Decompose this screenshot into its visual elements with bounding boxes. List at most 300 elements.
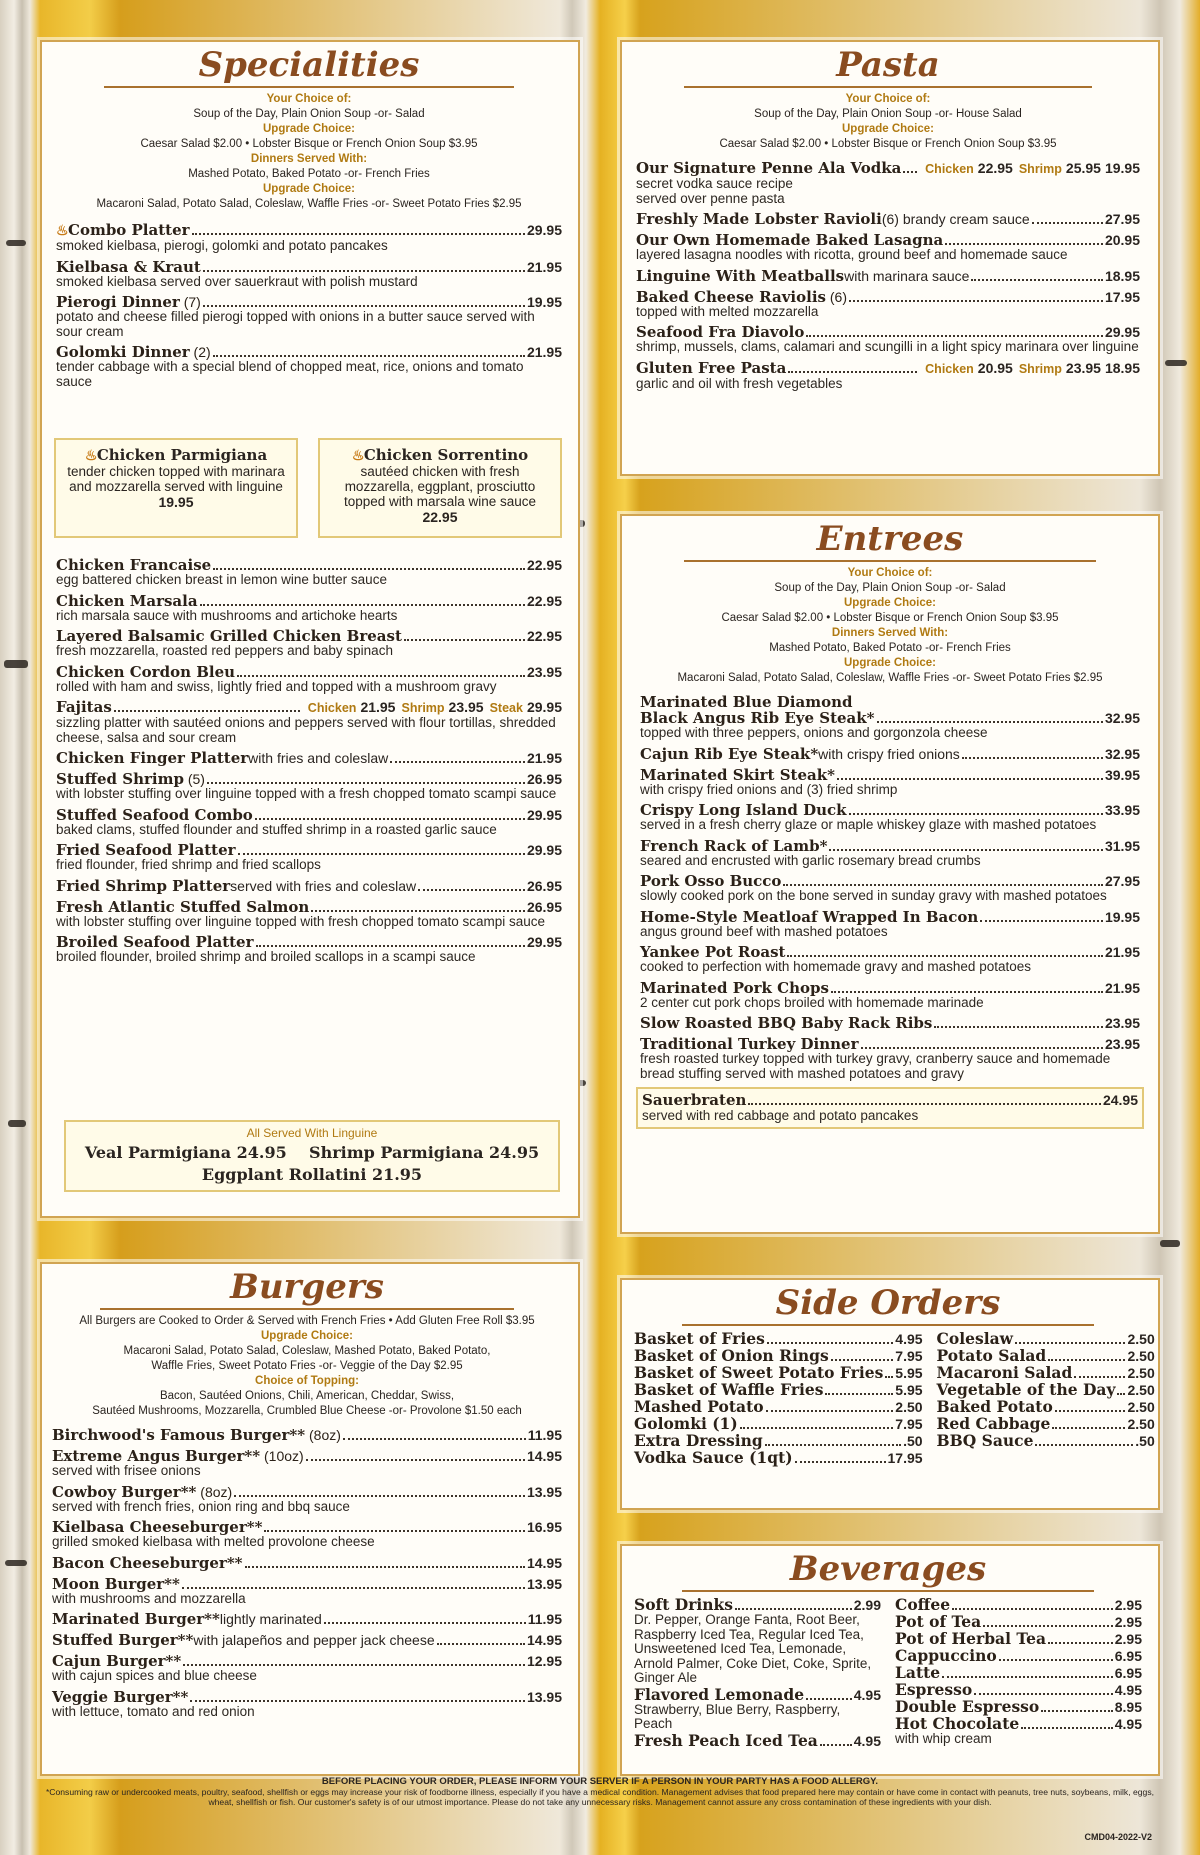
item-title: Golomki Dinner bbox=[56, 343, 190, 361]
bark-mark bbox=[5, 1560, 27, 1566]
linguine-box bbox=[64, 1120, 560, 1192]
item-price: 14.95 bbox=[526, 1632, 562, 1648]
leader-dots bbox=[783, 884, 1103, 886]
item-price: 23.95 bbox=[526, 663, 562, 680]
menu-item bbox=[895, 1682, 1142, 1698]
item-desc: smoked kielbasa served over sauerkraut with polish mustard bbox=[56, 273, 418, 289]
menu-item bbox=[56, 222, 562, 254]
menu-item bbox=[634, 1331, 923, 1347]
item-title: Our Signature Penne Ala Vodka bbox=[636, 159, 902, 177]
pasta-intro bbox=[636, 92, 1140, 152]
item-price: 14.95 bbox=[526, 1448, 562, 1464]
item-title: Fresh Atlantic Stuffed Salmon bbox=[56, 897, 310, 916]
leader-dots bbox=[962, 757, 1103, 759]
specialities-panel bbox=[40, 40, 580, 1218]
menu-item bbox=[895, 1614, 1142, 1630]
leader-dots bbox=[255, 818, 525, 820]
menu-item bbox=[634, 1597, 881, 1686]
menu-item bbox=[56, 842, 562, 873]
menu-item bbox=[895, 1631, 1142, 1647]
leader-dots bbox=[767, 1342, 893, 1344]
item-option-label: Steak bbox=[489, 701, 523, 715]
leader-dots bbox=[765, 1444, 901, 1446]
item-price: 19.95 bbox=[1104, 908, 1140, 925]
leader-dots bbox=[861, 1047, 1103, 1049]
item-title: Basket of Waffle Fries bbox=[634, 1380, 824, 1399]
item-title: Chicken Cordon Bleu bbox=[56, 662, 236, 681]
menu-item bbox=[636, 160, 1140, 206]
menu-item bbox=[937, 1382, 1155, 1398]
item-name bbox=[937, 1416, 1051, 1432]
item-note: with marinara sauce bbox=[844, 267, 970, 284]
item-name bbox=[634, 1433, 763, 1449]
menu-item bbox=[640, 694, 1140, 741]
menu-item bbox=[634, 1433, 923, 1449]
item-price: 2.50 bbox=[1127, 1365, 1155, 1381]
item-note: with fries and coleslaw bbox=[248, 750, 389, 766]
item-desc: broiled flounder, broiled shrimp and broiled scallops in a scampi sauce bbox=[56, 949, 476, 964]
menu-item bbox=[640, 980, 1140, 1011]
menu-item bbox=[52, 1448, 562, 1479]
item-price: 32.95 bbox=[1104, 745, 1140, 762]
menu-item bbox=[56, 807, 562, 838]
leader-dots bbox=[1015, 1342, 1126, 1344]
item-title: Slow Roasted BBQ Baby Rack Ribs bbox=[640, 1014, 933, 1032]
item-name bbox=[56, 344, 211, 360]
item-title: Freshly Made Lobster Ravioli bbox=[636, 210, 882, 228]
item-title: Flavored Lemonade bbox=[634, 1684, 805, 1704]
item-title: Vodka Sauce (1qt) bbox=[634, 1448, 793, 1467]
menu-item bbox=[56, 750, 562, 766]
menu-item bbox=[52, 1689, 562, 1720]
beverages-panel bbox=[620, 1544, 1160, 1776]
intro-line: Dinners Served With: bbox=[831, 627, 949, 639]
item-desc: grilled smoked kielbasa with melted provolone cheese bbox=[52, 1534, 375, 1549]
menu-item bbox=[56, 294, 562, 339]
item-title: Baked Cheese Raviolis bbox=[636, 287, 826, 306]
item-title: Moon Burger** bbox=[52, 1574, 180, 1593]
item-title: Yankee Pot Roast bbox=[640, 943, 786, 961]
item-desc: served with frisee onions bbox=[52, 1463, 201, 1478]
leader-dots bbox=[238, 853, 525, 855]
intro-line: Upgrade Choice: bbox=[841, 123, 934, 135]
menu-item bbox=[640, 1036, 1140, 1081]
menu-item bbox=[52, 1427, 562, 1443]
item-price: 5.95 bbox=[895, 1365, 923, 1381]
intro-line: All Burgers are Cooked to Order & Served with French Fries • Add Gluten Free Roll $3.95 bbox=[79, 1315, 535, 1327]
menu-item bbox=[640, 873, 1140, 904]
item-title: Broiled Seafood Platter bbox=[56, 933, 254, 951]
item-price: 11.95 bbox=[527, 1611, 562, 1627]
pasta-panel bbox=[620, 40, 1160, 476]
linguine-heading: All Served With Linguine bbox=[246, 1126, 378, 1140]
leader-dots bbox=[952, 1608, 1113, 1610]
item-title: Pot of Herbal Tea bbox=[895, 1629, 1047, 1648]
leader-dots bbox=[1117, 1393, 1125, 1395]
item-title: Vegetable of the Day bbox=[936, 1380, 1116, 1399]
menu-item bbox=[640, 909, 1140, 940]
item-name bbox=[56, 593, 198, 609]
item-price: 7.95 bbox=[895, 1416, 923, 1432]
menu-item bbox=[636, 324, 1140, 355]
menu-item bbox=[895, 1699, 1142, 1715]
intro-line: Caesar Salad $2.00 • Lobster Bisque or French Onion Soup $3.95 bbox=[721, 612, 1059, 624]
item-title: Crispy Long Island Duck bbox=[640, 801, 847, 819]
specialities-items-a bbox=[56, 222, 562, 389]
item-price: 27.95 bbox=[1104, 873, 1140, 889]
item-name bbox=[56, 557, 211, 573]
leader-dots bbox=[829, 849, 1103, 851]
leader-dots bbox=[748, 1103, 1101, 1105]
leader-dots bbox=[1074, 1376, 1125, 1378]
item-name bbox=[636, 289, 847, 305]
intro-line: Macaroni Salad, Potato Salad, Coleslaw, Waffle Fries -or- Sweet Potato Fries $2.95 bbox=[677, 672, 1103, 684]
item-price: 6.95 bbox=[1114, 1648, 1142, 1664]
menu-item bbox=[937, 1365, 1155, 1381]
menu-item bbox=[895, 1716, 1142, 1747]
item-name bbox=[895, 1631, 1046, 1647]
box-name: Chicken Sorrentino bbox=[363, 446, 529, 464]
pasta-items bbox=[636, 160, 1140, 391]
menu-item bbox=[56, 934, 562, 965]
item-name-prefix: Marinated Blue Diamond bbox=[640, 693, 853, 711]
item-name bbox=[56, 878, 230, 894]
item-price: 13.95 bbox=[526, 1688, 562, 1705]
leader-dots bbox=[903, 171, 917, 173]
leader-dots bbox=[971, 279, 1103, 281]
item-price: 26.95 bbox=[526, 877, 562, 894]
item-price: 21.95 bbox=[1104, 944, 1140, 960]
item-price: 2.50 bbox=[1127, 1331, 1155, 1347]
item-name bbox=[52, 1427, 341, 1443]
item-title: Basket of Sweet Potato Fries bbox=[634, 1363, 884, 1382]
leader-dots bbox=[885, 1376, 893, 1378]
leader-dots bbox=[945, 243, 1103, 245]
food-safety-disclaimer: *Consuming raw or undercooked meats, poultry, seafood, shellfish or eggs may increase your risk of foodborne illness, especially if you have a medical condition. Management advises that food prepared here may contain or have come in contact with peanuts, tree nuts, soybeans, milk, eggs, wheat, shellfish or fish. Our customer's safety is of our utmost importance. Please do not take any unnecessary risks. Management cannot assure any cross contamination of these ingredients with your dish. bbox=[45, 1787, 1155, 1807]
item-desc: with lobster stuffing over linguine topped with fresh chopped tomato scampi sauce bbox=[56, 913, 546, 929]
leader-dots bbox=[831, 991, 1103, 993]
item-name bbox=[52, 1689, 188, 1705]
leader-dots bbox=[1052, 1427, 1125, 1429]
leader-dots bbox=[787, 955, 1102, 957]
flame-icon: ♨ bbox=[84, 448, 98, 464]
specialities-title: Specialities bbox=[198, 45, 420, 85]
item-portion: (6) bbox=[825, 288, 847, 305]
leader-dots bbox=[1048, 1642, 1113, 1644]
item-desc: served with french fries, onion ring and bbq sauce bbox=[52, 1498, 350, 1514]
item-option-price: 23.95 bbox=[1065, 359, 1101, 376]
item-price: 4.95 bbox=[1114, 1682, 1142, 1698]
item-desc: fresh mozzarella, roasted red peppers and baby spinach bbox=[56, 643, 393, 658]
item-price: 21.95 bbox=[526, 258, 562, 275]
item-title: Stuffed Burger** bbox=[52, 1631, 194, 1649]
menu-item bbox=[640, 802, 1140, 833]
menu-item bbox=[937, 1348, 1155, 1364]
menu-item bbox=[636, 232, 1140, 263]
item-name bbox=[52, 1519, 262, 1535]
title-rule bbox=[104, 86, 514, 88]
item-title: Coleslaw bbox=[936, 1329, 1013, 1348]
item-desc: seared and encrusted with garlic rosemary bread crumbs bbox=[640, 852, 981, 868]
item-price: 16.95 bbox=[526, 1519, 562, 1535]
item-name bbox=[640, 746, 818, 762]
item-name bbox=[56, 842, 236, 858]
intro-line: Upgrade Choice: bbox=[843, 657, 936, 669]
beverages-title: Beverages bbox=[789, 1549, 987, 1589]
item-price: 4.95 bbox=[895, 1331, 923, 1347]
leader-dots bbox=[234, 1495, 525, 1497]
item-price: 19.95 bbox=[1104, 160, 1140, 176]
item-price: 29.95 bbox=[526, 806, 562, 823]
leader-dots bbox=[343, 1438, 526, 1440]
item-note: with crispy fried onions bbox=[818, 745, 960, 762]
title-rule bbox=[682, 1324, 1094, 1326]
item-name bbox=[636, 160, 901, 176]
item-name bbox=[52, 1653, 181, 1669]
leader-dots bbox=[237, 675, 525, 677]
item-name bbox=[895, 1648, 997, 1664]
item-price: 22.95 bbox=[526, 592, 562, 609]
box-desc: tender chicken topped with marinara and mozzarella served with linguine bbox=[67, 464, 285, 494]
item-name bbox=[634, 1597, 733, 1613]
item-title: Layered Balsamic Grilled Chicken Breast bbox=[56, 627, 402, 645]
item-note: lightly marinated bbox=[219, 1611, 322, 1627]
item-price: 26.95 bbox=[526, 898, 562, 915]
leader-dots bbox=[974, 1693, 1113, 1695]
item-name bbox=[895, 1716, 1019, 1732]
menu-item bbox=[56, 664, 562, 695]
menu-item bbox=[895, 1665, 1142, 1681]
intro-line: Upgrade Choice: bbox=[260, 1330, 353, 1342]
item-title: Potato Salad bbox=[936, 1346, 1047, 1365]
menu-item bbox=[634, 1399, 923, 1415]
item-option-label: Chicken bbox=[925, 162, 974, 176]
flame-icon: ♨ bbox=[56, 223, 69, 239]
menu-item bbox=[52, 1484, 562, 1515]
leader-dots bbox=[404, 639, 525, 641]
item-name bbox=[640, 838, 827, 854]
intro-line: Your Choice of: bbox=[266, 93, 352, 105]
item-name bbox=[52, 1555, 243, 1571]
bark-mark bbox=[6, 240, 26, 246]
intro-line: Caesar Salad $2.00 • Lobster Bisque or French Onion Soup $3.95 bbox=[140, 138, 478, 150]
menu-item bbox=[636, 211, 1140, 227]
item-price: 7.95 bbox=[895, 1348, 923, 1364]
bark-mark bbox=[4, 660, 28, 668]
intro-line: Macaroni Salad, Potato Salad, Coleslaw, Waffle Fries -or- Sweet Potato Fries $2.95 bbox=[96, 198, 522, 210]
menu-item bbox=[634, 1730, 881, 1750]
leader-dots bbox=[390, 761, 525, 763]
item-desc: with whip cream bbox=[895, 1731, 992, 1746]
shrimp-parmigiana: Shrimp Parmigiana 24.95 bbox=[309, 1143, 540, 1162]
item-name bbox=[640, 802, 847, 818]
sides-right bbox=[937, 1330, 1155, 1466]
side-orders-title: Side Orders bbox=[775, 1283, 1001, 1323]
leader-dots bbox=[213, 568, 525, 570]
leader-dots bbox=[183, 1664, 525, 1666]
item-desc: 2 center cut pork chops broiled with homemade marinade bbox=[640, 994, 984, 1010]
leader-dots bbox=[245, 1566, 525, 1568]
menu-item bbox=[634, 1416, 923, 1432]
item-price: 2.50 bbox=[895, 1399, 923, 1415]
item-price: 6.95 bbox=[1114, 1665, 1142, 1681]
item-desc: shrimp, mussels, clams, calamari and scungilli in a light spicy marinara over linguine bbox=[636, 339, 1139, 354]
menu-code: CMD04-2022-V2 bbox=[1084, 1832, 1152, 1842]
item-title: Fried Seafood Platter bbox=[56, 841, 236, 859]
item-name bbox=[640, 1036, 859, 1052]
menu-item bbox=[56, 593, 562, 624]
item-price: 2.50 bbox=[1127, 1416, 1155, 1432]
leader-dots bbox=[849, 813, 1103, 815]
item-title: Birchwood's Famous Burger** bbox=[52, 1426, 306, 1444]
veal-parmigiana: Veal Parmigiana 24.95 bbox=[84, 1143, 287, 1162]
menu-item bbox=[640, 746, 1140, 762]
featured-desc: served with red cabbage and potato pancakes bbox=[642, 1108, 919, 1123]
item-note: with jalapeños and pepper jack cheese bbox=[193, 1632, 435, 1648]
title-rule bbox=[100, 1308, 514, 1310]
item-name bbox=[56, 259, 201, 275]
item-title: Pork Osso Bucco bbox=[640, 872, 782, 890]
intro-line: Mashed Potato, Baked Potato -or- French Fries bbox=[769, 642, 1011, 654]
leader-dots bbox=[213, 355, 525, 357]
intro-line: Macaroni Salad, Potato Salad, Coleslaw, Mashed Potato, Baked Potato, bbox=[123, 1345, 491, 1357]
item-title: Stuffed Shrimp bbox=[56, 770, 184, 788]
item-price: 13.95 bbox=[526, 1575, 562, 1592]
item-option-price: 22.95 bbox=[977, 160, 1013, 176]
item-name bbox=[56, 934, 254, 950]
item-title: Our Own Homemade Baked Lasagna bbox=[636, 231, 944, 249]
item-name bbox=[52, 1611, 220, 1627]
burgers-intro bbox=[52, 1314, 562, 1419]
specialities-items-b bbox=[56, 552, 562, 965]
item-name bbox=[56, 628, 402, 644]
leader-dots bbox=[311, 910, 525, 912]
item-desc: smoked kielbasa, pierogi, golomki and potato pancakes bbox=[56, 238, 388, 253]
item-title: Cajun Burger** bbox=[52, 1652, 182, 1670]
item-desc: with lobster stuffing over linguine topped with a fresh chopped tomato scampi sauce bbox=[56, 786, 557, 801]
item-price: 13.95 bbox=[526, 1483, 562, 1500]
entrees-title: Entrees bbox=[816, 519, 964, 559]
item-desc: topped with three peppers, onions and gorgonzola cheese bbox=[640, 725, 988, 740]
item-title: Home-Style Meatloaf Wrapped In Bacon bbox=[640, 907, 979, 926]
intro-line: Dinners Served With: bbox=[250, 153, 368, 165]
item-price: 8.95 bbox=[1114, 1699, 1142, 1715]
burgers-title: Burgers bbox=[230, 1267, 384, 1307]
item-name bbox=[640, 710, 875, 726]
menu-item bbox=[56, 699, 562, 745]
intro-line: Soup of the Day, Plain Onion Soup -or- Salad bbox=[774, 582, 1006, 594]
menu-item bbox=[636, 268, 1140, 284]
item-title: Stuffed Seafood Combo bbox=[56, 805, 253, 824]
item-name bbox=[52, 1448, 304, 1464]
leader-dots bbox=[999, 1659, 1113, 1661]
item-price: 19.95 bbox=[526, 294, 562, 310]
item-name bbox=[640, 873, 781, 889]
item-title: Coffee bbox=[895, 1595, 951, 1614]
leader-dots bbox=[877, 721, 1103, 723]
leader-dots bbox=[934, 1026, 1103, 1028]
menu-item bbox=[937, 1331, 1155, 1347]
item-desc: with mushrooms and mozzarella bbox=[52, 1590, 246, 1606]
item-name bbox=[636, 211, 882, 227]
item-option-label: Shrimp bbox=[1018, 162, 1062, 176]
leader-dots bbox=[114, 710, 300, 712]
item-price: 32.95 bbox=[1104, 710, 1140, 726]
intro-line: Caesar Salad $2.00 • Lobster Bisque or French Onion Soup $3.95 bbox=[719, 138, 1057, 150]
item-title: Fried Shrimp Platter bbox=[56, 876, 231, 895]
item-name bbox=[937, 1433, 1034, 1449]
item-desc: fresh roasted turkey topped with turkey gravy, cranberry sauce and homemade bread stuffing served with mashed potatoes and gravy bbox=[640, 1051, 1111, 1081]
allergy-notice: BEFORE PLACING YOUR ORDER, PLEASE INFORM YOUR SERVER IF A PERSON IN YOUR PARTY HAS A FOOD ALLERGY. bbox=[321, 1776, 879, 1787]
intro-line: Choice of Topping: bbox=[255, 1375, 359, 1387]
item-portion: (10oz) bbox=[260, 1448, 304, 1464]
item-desc: with cajun spices and blue cheese bbox=[52, 1668, 257, 1683]
allergy-footer bbox=[40, 1776, 1160, 1807]
box-price: 19.95 bbox=[158, 494, 194, 510]
menu-item bbox=[634, 1365, 923, 1381]
item-title: Red Cabbage bbox=[936, 1414, 1051, 1433]
menu-item bbox=[56, 771, 562, 802]
item-desc: garlic and oil with fresh vegetables bbox=[636, 375, 843, 391]
side-orders-panel bbox=[620, 1278, 1160, 1510]
leader-dots bbox=[1032, 222, 1103, 224]
item-name bbox=[52, 1632, 193, 1648]
item-desc: cooked to perfection with homemade gravy and mashed potatoes bbox=[640, 959, 1031, 974]
item-price: 26.95 bbox=[526, 771, 562, 787]
item-note: (6) brandy cream sauce bbox=[881, 211, 1030, 227]
menu-item bbox=[640, 838, 1140, 869]
menu-item bbox=[634, 1450, 923, 1466]
menu-item bbox=[634, 1382, 923, 1398]
item-title: Marinated Pork Chops bbox=[640, 978, 829, 997]
item-price: 20.95 bbox=[1104, 232, 1140, 248]
leader-dots bbox=[1021, 1727, 1113, 1729]
item-title: Marinated Burger** bbox=[52, 1610, 220, 1628]
item-portion: (5) bbox=[183, 771, 205, 787]
item-name bbox=[640, 909, 978, 925]
item-title: Fajitas bbox=[56, 698, 112, 716]
sides-left bbox=[634, 1330, 923, 1466]
box-name: Chicken Parmigiana bbox=[96, 446, 268, 464]
item-title: Linguine With Meatballs bbox=[636, 266, 845, 285]
item-name bbox=[636, 268, 844, 284]
leader-dots bbox=[849, 300, 1103, 302]
menu-item bbox=[56, 628, 562, 659]
chicken-sorrentino-box bbox=[318, 438, 562, 538]
item-name bbox=[634, 1416, 738, 1432]
item-title: Seafood Fra Diavolo bbox=[636, 323, 805, 341]
item-portion: (8oz) bbox=[196, 1483, 233, 1500]
leader-dots bbox=[437, 1643, 525, 1645]
item-option-price: 23.95 bbox=[448, 699, 484, 715]
menu-item bbox=[640, 944, 1140, 975]
item-desc: topped with melted mozzarella bbox=[636, 303, 819, 319]
item-desc: rolled with ham and swiss, lightly fried and topped with a mushroom gravy bbox=[56, 678, 497, 694]
item-title: Extra Dressing bbox=[634, 1431, 763, 1450]
item-title: Extreme Angus Burger** bbox=[52, 1447, 261, 1465]
item-name bbox=[640, 944, 785, 960]
intro-line: Soup of the Day, Plain Onion Soup -or- House Salad bbox=[754, 108, 1022, 120]
item-title: Golomki (1) bbox=[634, 1414, 738, 1433]
item-title: Traditional Turkey Dinner bbox=[640, 1035, 859, 1053]
item-price: 2.95 bbox=[1114, 1631, 1142, 1647]
item-title: Soft Drinks bbox=[634, 1595, 733, 1614]
leader-dots bbox=[192, 233, 525, 235]
item-name bbox=[56, 771, 205, 787]
item-price: 4.95 bbox=[1114, 1716, 1142, 1732]
item-title: Cajun Rib Eye Steak* bbox=[640, 744, 819, 763]
item-desc: potato and cheese filled pierogi topped with onions in a butter sauce served with sour cream bbox=[56, 309, 535, 339]
